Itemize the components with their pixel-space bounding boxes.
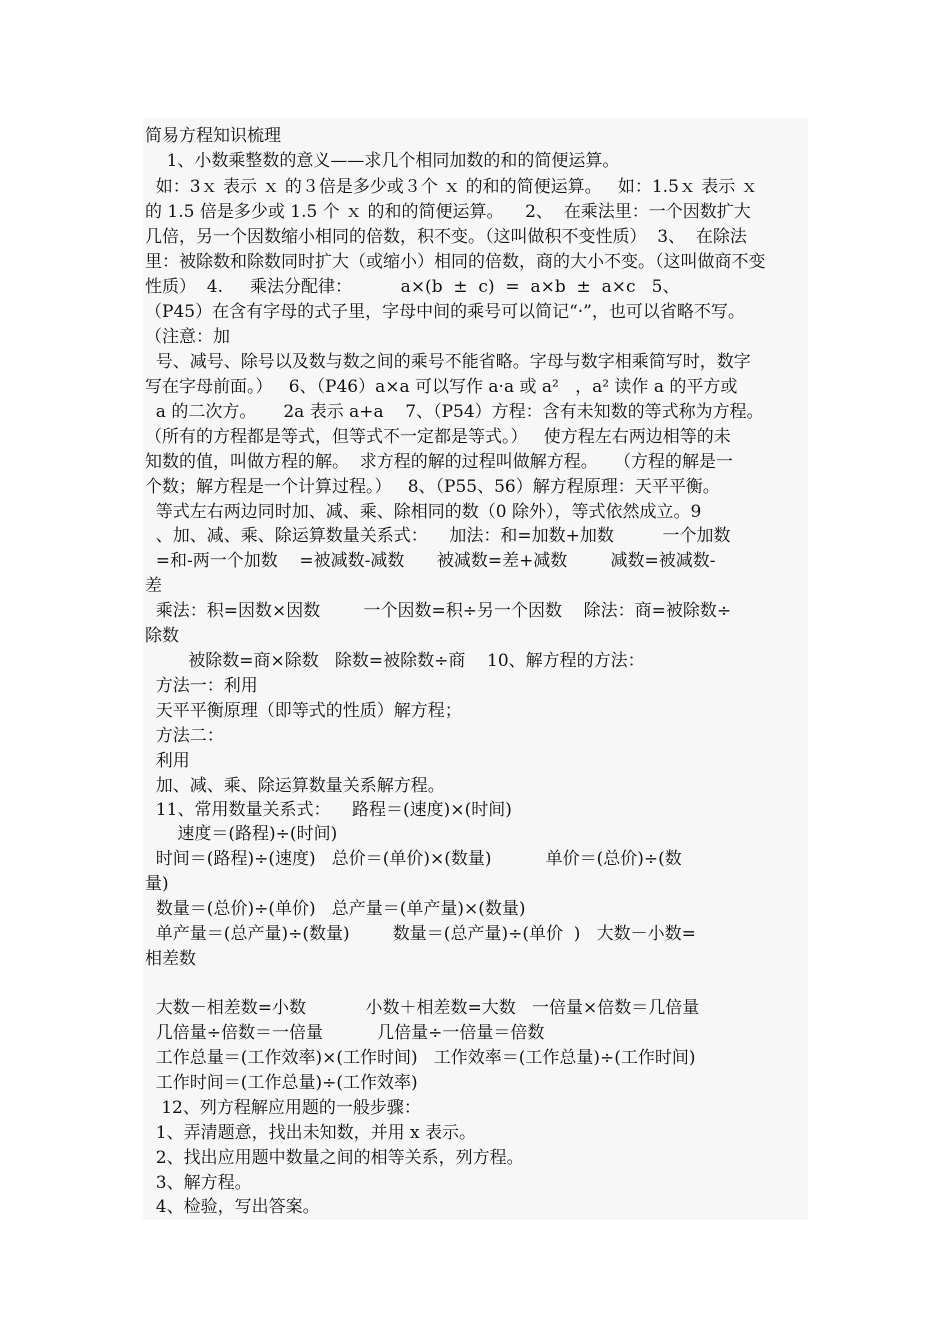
text-line: 被除数=商×除数 除数=被除数÷商 10、解方程的方法：: [145, 651, 645, 671]
text-line: 时间＝(路程)÷(速度) 总价＝(单价)×(数量) 单价＝(总价)÷(数: [145, 849, 682, 869]
text-line: 知数的值，叫做方程的解。 求方程的解的过程叫做解方程。 （方程的解是一: [145, 452, 734, 472]
text-line: 速度＝(路程)÷(时间): [145, 824, 338, 844]
text-line: =和-两一个加数 =被减数-减数 被减数=差+减数 减数=被减数-: [145, 551, 716, 571]
text-line: 4、检验，写出答案。: [145, 1197, 320, 1217]
document-title: 简易方程知识梳理: [145, 126, 281, 146]
text-line: （所有的方程都是等式，但等式不一定都是等式。） 使方程左右两边相等的未: [145, 427, 731, 447]
text-line: 量): [145, 874, 169, 894]
text-line: 2、找出应用题中数量之间的相等关系，列方程。: [145, 1148, 524, 1168]
text-line: 天平平衡原理（即等式的性质）解方程；: [145, 701, 462, 721]
text-line: 12、列方程解应用题的一般步骤：: [145, 1098, 421, 1118]
text-line: 工作时间＝(工作总量)÷(工作效率): [145, 1073, 418, 1093]
text-line: 个数；解方程是一个计算过程。） 8、（P55、56）解方程原理：天平平衡。: [145, 477, 720, 497]
text-line: 单产量＝(总产量)÷(数量) 数量＝(总产量)÷(单价 ) 大数－小数=: [145, 924, 696, 944]
text-line: 相差数: [145, 949, 196, 969]
text-line: （注意：加: [145, 327, 230, 347]
text-line: 如：3ｘ 表示 ｘ 的３倍是多少或３个 ｘ 的和的简便运算。 如：1.5ｘ 表示 ｘ: [145, 177, 758, 197]
text-line: 大数－相差数=小数 小数＋相差数=大数 一倍量×倍数＝几倍量: [145, 998, 700, 1018]
text-line: 1、小数乘整数的意义——求几个相同加数的和的简便运算。: [145, 151, 620, 171]
text-line: 3、解方程。: [145, 1173, 252, 1193]
text-line: 11、常用数量关系式： 路程＝(速度)×(时间): [145, 800, 512, 820]
text-line: 差: [145, 576, 162, 596]
text-line: 等式左右两边同时加、减、乘、除相同的数（0 除外），等式依然成立。9: [145, 502, 702, 522]
text-line: 性质） 4. 乘法分配律： a×(b ± c) = a×b ± a×c 5、: [145, 277, 680, 297]
text-line: a 的二次方。 2a 表示 a+a 7、（P54）方程：含有未知数的等式称为方程。: [145, 402, 764, 422]
text-line: 除数: [145, 626, 179, 646]
text-line: 工作总量＝(工作效率)×(工作时间) 工作效率＝(工作总量)÷(工作时间): [145, 1048, 696, 1068]
text-line: （P45）在含有字母的式子里，字母中间的乘号可以简记“·”，也可以省略不写。: [145, 302, 745, 322]
text-line: 方法一：利用: [145, 676, 258, 696]
text-line: 几倍，另一个因数缩小相同的倍数，积不变。（这叫做积不变性质） 3、 在除法: [145, 227, 747, 247]
text-line: 里：被除数和除数同时扩大（或缩小）相同的倍数，商的大小不变。（这叫做商不变: [145, 252, 766, 272]
text-line: 数量＝(总价)÷(单价) 总产量＝(单产量)×(数量): [145, 899, 526, 919]
text-line: 几倍量÷倍数＝一倍量 几倍量÷一倍量＝倍数: [145, 1023, 545, 1043]
text-line: 写在字母前面。） 6、（P46）a×a 可以写作 a·a 或 a² ，a² 读作 a 的平方或: [145, 377, 738, 397]
text-line: 方法二：: [145, 726, 224, 746]
text-line: 乘法：积=因数×因数 一个因数=积÷另一个因数 除法：商=被除数÷: [145, 601, 732, 621]
text-line: 加、减、乘、除运算数量关系解方程。: [145, 776, 445, 796]
text-line: 号、减号、除号以及数与数之间的乘号不能省略。字母与数字相乘简写时，数字: [145, 352, 751, 372]
text-line: 利用: [145, 751, 190, 771]
text-line: 的 1.5 倍是多少或 1.5 个 ｘ 的和的简便运算。 2、 在乘法里：一个因数扩大: [145, 202, 751, 222]
text-line: 、加、减、乘、除运算数量关系式： 加法：和=加数+加数 一个加数: [145, 526, 731, 546]
text-line: 1、弄清题意，找出未知数，并用 x 表示。: [145, 1123, 477, 1143]
